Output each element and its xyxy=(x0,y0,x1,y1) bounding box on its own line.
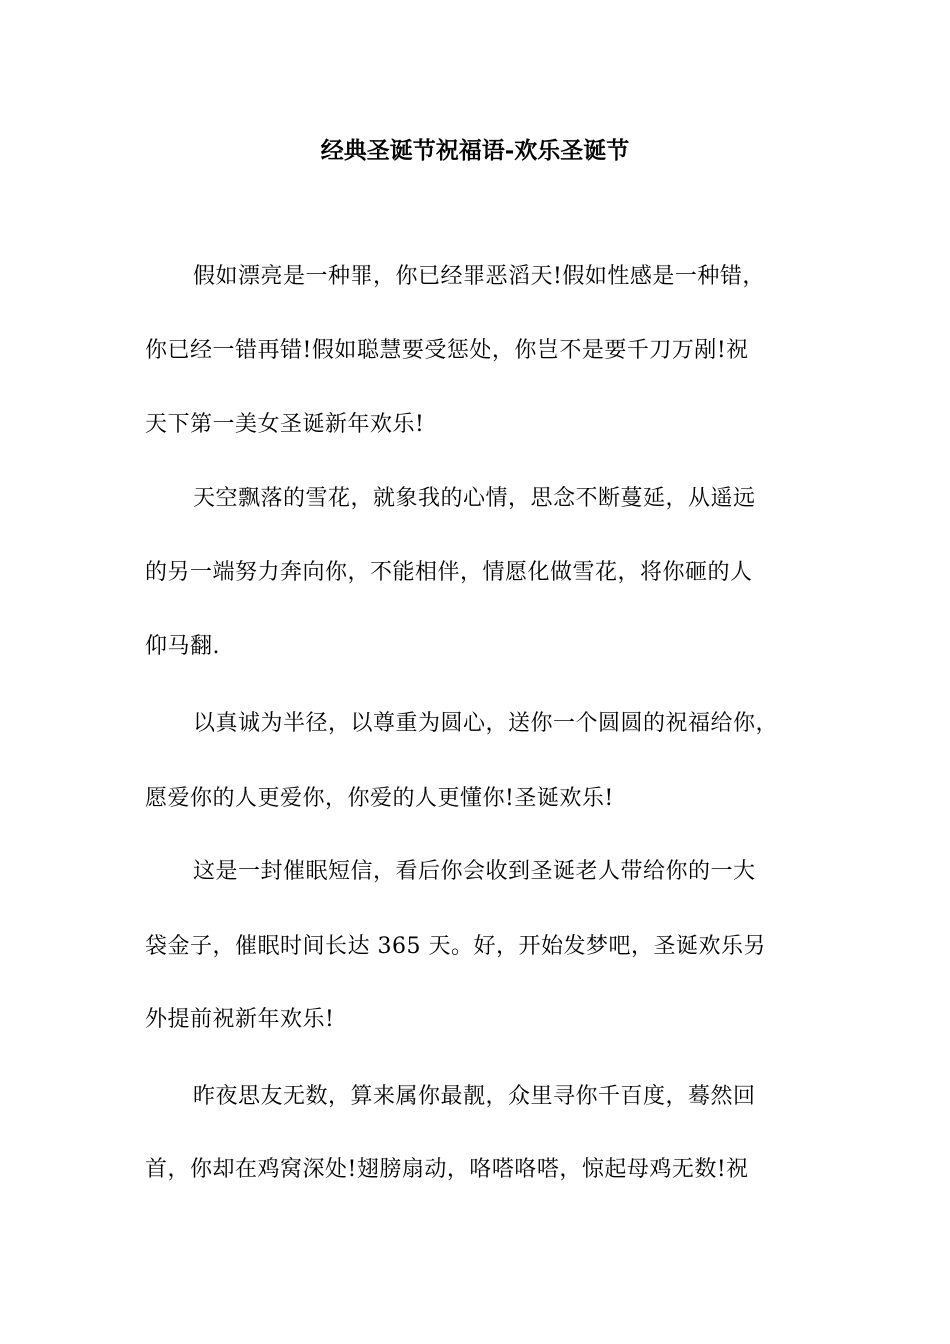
paragraph-line: 以真诚为半径，以尊重为圆心，送你一个圆圆的祝福给你， xyxy=(193,711,779,736)
paragraph-line: 的另一端努力奔向你，不能相伴，情愿化做雪花，将你砸的人 xyxy=(145,560,753,585)
paragraph-line: 天下第一美女圣诞新年欢乐! xyxy=(145,412,425,437)
document-title: 经典圣诞节祝福语-欢乐圣诞节 xyxy=(320,137,630,164)
paragraph-line: 假如漂亮是一种罪，你已经罪恶滔天!假如性感是一种错， xyxy=(193,264,765,289)
paragraph-line: 外提前祝新年欢乐! xyxy=(145,1007,335,1032)
paragraph-line: 天空飘落的雪花，就象我的心情，思念不断蔓延，从遥远 xyxy=(193,486,756,511)
paragraph-line: 首，你却在鸡窝深处!翅膀扇动，咯嗒咯嗒，惊起母鸡无数!祝 xyxy=(145,1157,749,1182)
paragraph-line: 仰马翻. xyxy=(145,634,220,659)
paragraph-line: 这是一封催眠短信，看后你会收到圣诞老人带给你的一大 xyxy=(193,859,756,884)
paragraph-line: 愿爱你的人更爱你，你爱的人更懂你!圣诞欢乐! xyxy=(145,786,614,811)
paragraph-line: 你已经一错再错!假如聪慧要受惩处，你岂不是要千刀万剐!祝 xyxy=(145,338,749,363)
paragraph-line: 袋金子，催眠时间长达 365 天。好，开始发梦吧，圣诞欢乐另 xyxy=(145,934,766,959)
paragraph-line: 昨夜思友无数，算来属你最靓，众里寻你千百度，蓦然回 xyxy=(193,1084,756,1109)
